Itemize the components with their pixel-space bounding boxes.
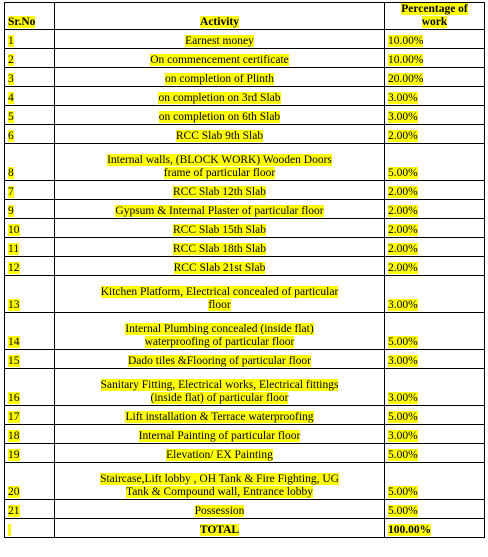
row-percentage: 10.00%	[385, 30, 485, 49]
row-percentage: 3.00%	[385, 106, 485, 125]
row-activity-line: Kitchen Platform, Electrical concealed of particular	[100, 286, 339, 298]
header-percentage-line1: Percentage of	[401, 3, 468, 15]
table-row	[5, 125, 485, 144]
row-percentage: 5.00%	[385, 144, 485, 181]
table-row	[5, 369, 485, 406]
row-percentage: 3.00%	[385, 350, 485, 369]
row-activity: Lift installation & Terrace waterproofing	[55, 406, 385, 425]
row-activity-line: floor	[208, 299, 231, 311]
row-activity: Elevation/ EX Painting	[55, 444, 385, 463]
row-sr-no: 1	[5, 30, 55, 49]
table-row	[5, 425, 485, 444]
row-percentage: 2.00%	[385, 181, 485, 200]
row-sr-no: 5	[5, 106, 55, 125]
row-percentage: 5.00%	[385, 463, 485, 500]
table-row	[5, 500, 485, 519]
row-activity-line: Staircase,Lift lobby , OH Tank & Fire Fighting, UG	[100, 473, 339, 485]
table-row	[5, 181, 485, 200]
row-activity: On commencement certificate	[55, 49, 385, 68]
row-activity: on completion on 6th Slab	[55, 106, 385, 125]
row-activity: RCC Slab 21st Slab	[55, 257, 385, 276]
row-percentage: 5.00%	[385, 444, 485, 463]
table-row	[5, 87, 485, 106]
row-sr-no: 9	[5, 200, 55, 219]
row-percentage: 3.00%	[385, 425, 485, 444]
row-activity-line: (inside flat) of particular floor	[150, 392, 289, 404]
row-percentage: 2.00%	[385, 257, 485, 276]
total-row	[5, 519, 485, 538]
row-sr-no: 17	[5, 406, 55, 425]
table-body	[5, 30, 485, 519]
total-label: TOTAL	[55, 519, 385, 538]
row-percentage: 3.00%	[385, 369, 485, 406]
row-percentage: 20.00%	[385, 68, 485, 87]
table-row	[5, 106, 485, 125]
table-row	[5, 313, 485, 350]
total-sr-cell	[5, 519, 55, 538]
header-percentage	[385, 3, 485, 30]
row-activity	[55, 276, 385, 313]
total-sr-marker	[8, 524, 11, 536]
header-sr-no: Sr.No	[5, 3, 55, 30]
row-sr-no: 7	[5, 181, 55, 200]
payment-schedule-table	[4, 2, 485, 538]
row-sr-no: 8	[5, 144, 55, 181]
row-activity: on completion of Plinth	[55, 68, 385, 87]
row-activity-line: Sanitary Fitting, Electrical works, Electrical fittings	[100, 379, 339, 391]
row-activity: RCC Slab 12th Slab	[55, 181, 385, 200]
row-activity: RCC Slab 15th Slab	[55, 219, 385, 238]
table-row	[5, 406, 485, 425]
table-row	[5, 68, 485, 87]
row-activity-line: Tank & Compound wall, Entrance lobby	[126, 486, 313, 498]
table-row	[5, 30, 485, 49]
row-sr-no: 13	[5, 276, 55, 313]
row-sr-no: 18	[5, 425, 55, 444]
table-row	[5, 350, 485, 369]
row-activity-line: frame of particular floor	[163, 167, 276, 179]
row-percentage: 5.00%	[385, 313, 485, 350]
row-activity-line: waterproofing of particular floor	[144, 336, 295, 348]
table-header-row	[5, 3, 485, 30]
row-activity: Dado tiles &Flooring of particular floor	[55, 350, 385, 369]
row-percentage: 3.00%	[385, 276, 485, 313]
row-sr-no: 2	[5, 49, 55, 68]
header-activity: Activity	[55, 3, 385, 30]
row-percentage: 10.00%	[385, 49, 485, 68]
row-sr-no: 11	[5, 238, 55, 257]
row-sr-no: 21	[5, 500, 55, 519]
row-sr-no: 15	[5, 350, 55, 369]
row-activity: Earnest money	[55, 30, 385, 49]
row-activity: Internal Painting of particular floor	[55, 425, 385, 444]
row-percentage: 2.00%	[385, 219, 485, 238]
row-activity: RCC Slab 18th Slab	[55, 238, 385, 257]
table-row	[5, 219, 485, 238]
row-percentage: 5.00%	[385, 500, 485, 519]
total-percent: 100.00%	[385, 519, 485, 538]
row-percentage: 2.00%	[385, 238, 485, 257]
row-percentage: 2.00%	[385, 125, 485, 144]
row-sr-no: 14	[5, 313, 55, 350]
row-sr-no: 6	[5, 125, 55, 144]
table-row	[5, 200, 485, 219]
row-activity	[55, 463, 385, 500]
row-activity: on completion on 3rd Slab	[55, 87, 385, 106]
row-sr-no: 20	[5, 463, 55, 500]
row-sr-no: 12	[5, 257, 55, 276]
row-activity	[55, 313, 385, 350]
row-sr-no: 3	[5, 68, 55, 87]
row-activity	[55, 144, 385, 181]
row-percentage: 2.00%	[385, 200, 485, 219]
header-percentage-line2: work	[421, 16, 448, 28]
row-activity: Gypsum & Internal Plaster of particular floor	[55, 200, 385, 219]
table-row	[5, 444, 485, 463]
row-sr-no: 16	[5, 369, 55, 406]
table-row	[5, 238, 485, 257]
row-sr-no: 19	[5, 444, 55, 463]
table-row	[5, 463, 485, 500]
table-row	[5, 49, 485, 68]
row-activity: RCC Slab 9th Slab	[55, 125, 385, 144]
row-activity	[55, 369, 385, 406]
row-activity-line: Internal walls, (BLOCK WORK) Wooden Doors	[107, 154, 332, 166]
row-activity: Possession	[55, 500, 385, 519]
table-row	[5, 276, 485, 313]
row-percentage: 3.00%	[385, 87, 485, 106]
row-activity-line: Internal Plumbing concealed (inside flat)	[125, 323, 314, 335]
table-row	[5, 257, 485, 276]
row-sr-no: 4	[5, 87, 55, 106]
table-row	[5, 144, 485, 181]
row-percentage: 5.00%	[385, 406, 485, 425]
row-sr-no: 10	[5, 219, 55, 238]
